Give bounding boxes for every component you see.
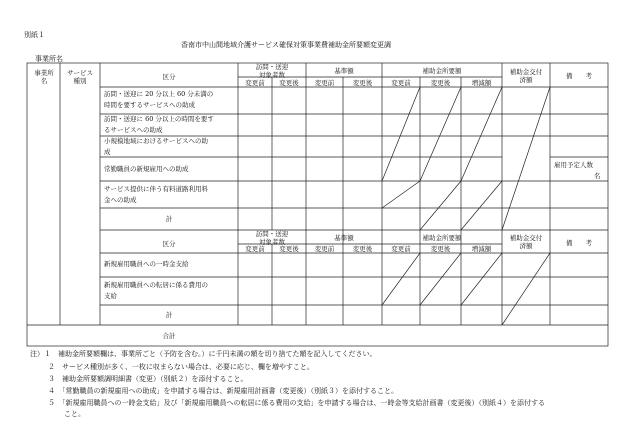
attachment-label: 別紙１ xyxy=(24,31,45,39)
header-category: 区分 xyxy=(162,73,176,81)
header-after: 変更後 xyxy=(430,79,451,87)
grand-total-label: 合計 xyxy=(162,332,176,340)
note-1: 注）１ 補助金所要額欄は、事業所ごと（予防を含む。）に千円未満の額を切り捨てた額を記入してください。 xyxy=(30,350,377,358)
category-row: 新規雇用職員への一時金支給 xyxy=(104,260,189,268)
header-subsidy-accepted: 補助金交付 済額 xyxy=(509,68,543,84)
header-subsidy-required: 補助金所要額 xyxy=(422,67,462,75)
header-category-2: 区分 xyxy=(162,240,176,248)
section2-total-label: 計 xyxy=(165,311,173,319)
header-before: 変更前 xyxy=(391,245,411,253)
category-row: 常勤職員の新規雇用への助成 xyxy=(104,165,189,173)
note-2: ２ サービス種別が多く、一枚に収まらない場合は、必要に応じ、欄を増やすこと。 xyxy=(48,363,314,371)
note-3: ３ 補助金所要額調明細書（変更）（別紙２）を添付すること。 xyxy=(48,375,248,383)
header-diff: 増減額 xyxy=(471,245,492,253)
category-row: 新規雇用職員への転居に係る費用の 支給 xyxy=(104,281,208,300)
header-after: 変更後 xyxy=(352,245,373,253)
header-base-amount-2: 基準額 xyxy=(334,234,354,242)
header-office-name: 事業所 名 xyxy=(34,69,54,85)
section1-total-label: 計 xyxy=(165,215,173,223)
document-title: 香南市中山間地域介護サービス確保対策事業費補助金所要額変更調 xyxy=(181,41,391,49)
header-visits: 訪問・送迎 対象者数 xyxy=(255,63,289,79)
header-service-type: サービス 種別 xyxy=(67,69,93,85)
remark-employment: 雇用予定人数 名 xyxy=(554,161,601,180)
office-name-label: 事業所名 xyxy=(35,55,63,63)
header-remarks-2: 備 考 xyxy=(566,239,592,247)
header-after: 変更後 xyxy=(279,79,299,87)
header-before: 変更前 xyxy=(245,79,265,87)
header-subsidy-accepted-2: 補助金交付 済額 xyxy=(509,234,543,250)
header-before: 変更前 xyxy=(314,245,335,253)
header-before: 変更前 xyxy=(245,245,265,253)
header-diff: 増減額 xyxy=(471,79,492,87)
category-row: 小規模地域におけるサービスへの助 成 xyxy=(104,137,208,156)
header-after: 変更後 xyxy=(352,79,373,87)
header-after: 変更後 xyxy=(279,245,299,253)
header-before: 変更前 xyxy=(314,79,335,87)
header-visits-2: 訪問・送迎 対象者数 xyxy=(255,230,289,246)
header-remarks: 備 考 xyxy=(566,72,592,80)
header-base-amount: 基準額 xyxy=(334,67,354,75)
note-4: ４ 「常勤職員の新規雇用への助成」を申請する場合は、新規雇用計画書（変更後）（別紙３）を添付すること。 xyxy=(48,387,398,395)
header-before: 変更前 xyxy=(391,79,411,87)
category-row: 訪問・送迎に 60 分以上の時間を要す るサービスへの助成 xyxy=(104,115,214,134)
category-row: 訪問・送迎に 20 分以上 60 分未満の 時間を要するサービスへの助成 xyxy=(104,90,214,109)
note-5: ５ 「新規雇用職員への一時金支給」及び「新規雇用職員への転居に係る費用の支給」を申請する場合は、一時金等支給計画書（変更後）（別紙４）を添付する xyxy=(48,399,545,407)
header-after: 変更後 xyxy=(430,245,451,253)
note-5-continued: こと。 xyxy=(64,410,85,418)
header-subsidy-required-2: 補助金所要額 xyxy=(422,234,462,242)
category-row: サービス提供に伴う有料道路利用料 金への助成 xyxy=(104,185,208,204)
